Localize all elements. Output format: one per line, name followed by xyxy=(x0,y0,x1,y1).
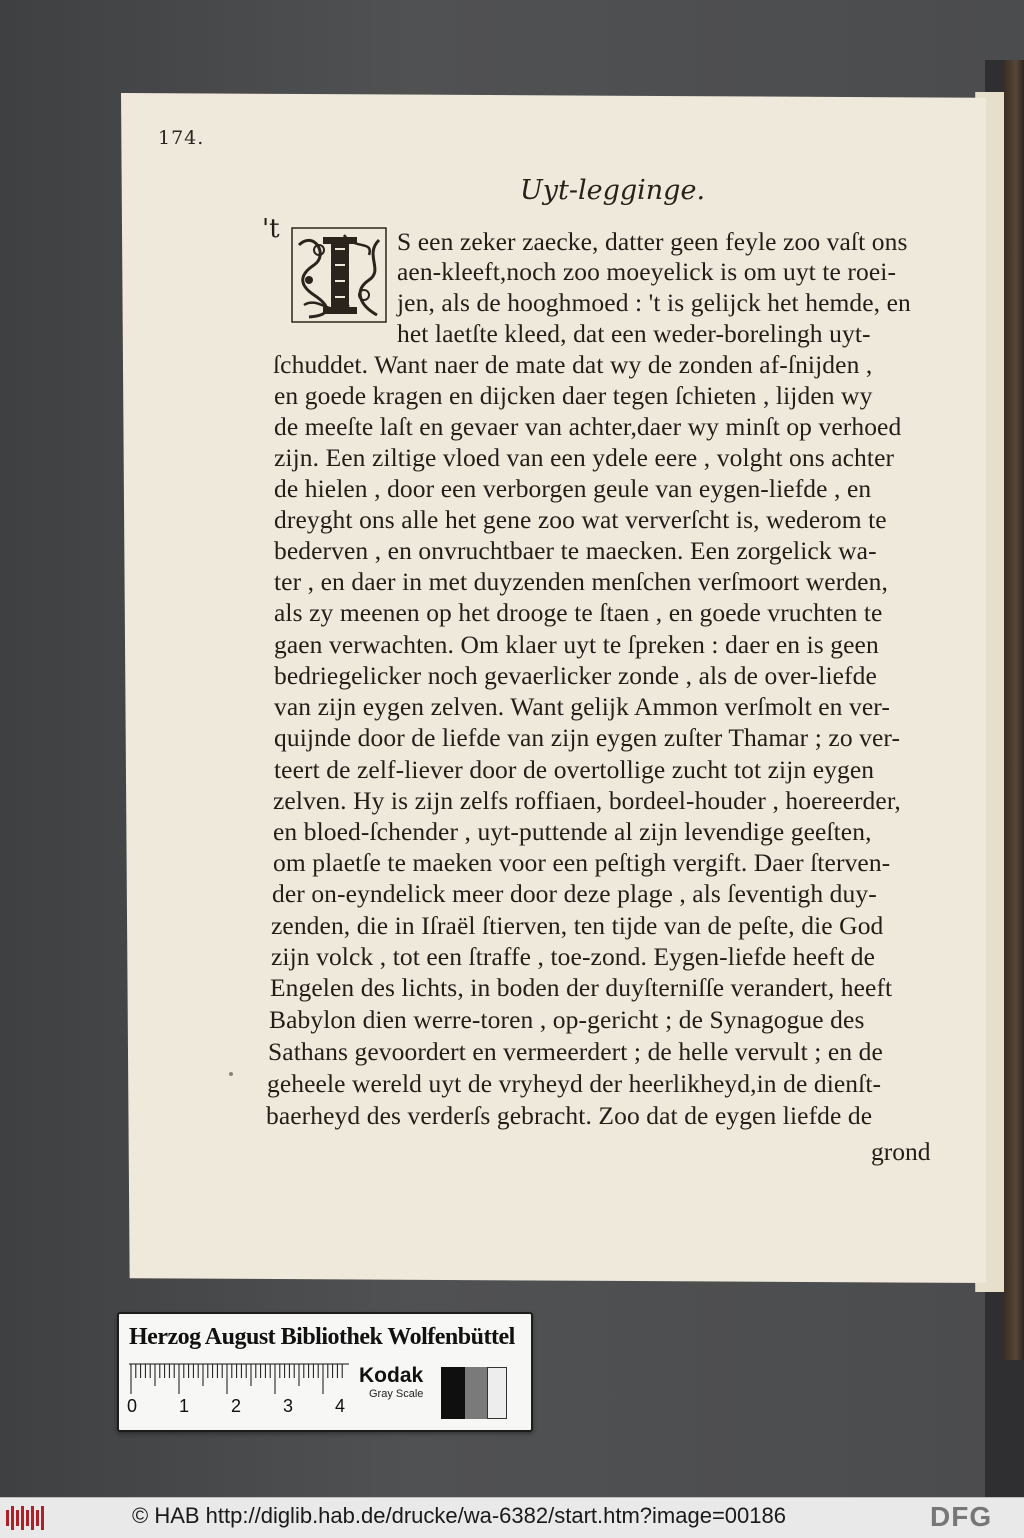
text-line: teert de zelf-liever door de overtollige zucht tot zijn eygen xyxy=(274,755,875,784)
ruler-scale xyxy=(129,1362,349,1394)
text-line: gaen verwachten. Om klaer uyt te ſpreken : daer en is geen xyxy=(274,630,879,659)
text-line: zelven. Hy is zijn zelfs roffiaen, bordeel-houder , hoereerder, xyxy=(273,786,901,815)
text-line: zijn. Een ziltige vloed van een ydele eere , volght ons achter xyxy=(274,443,895,472)
text-line: en goede kragen en dijcken daer tegen ſchieten , lijden wy xyxy=(274,381,873,410)
text-line: quijnde door de liefde van zijn eygen zuſter Thamar ; zo ver- xyxy=(274,723,901,752)
ruler-label: 2 xyxy=(231,1396,242,1416)
dfg-logo: DFG xyxy=(930,1501,993,1532)
ruler-label: 0 xyxy=(127,1396,138,1416)
kodak-brand: Kodak xyxy=(359,1364,424,1387)
kodak-color-card xyxy=(117,1312,533,1432)
book-spine xyxy=(1004,60,1024,1360)
gray-swatch-white xyxy=(487,1367,507,1419)
text-line: Engelen des lichts, in boden der duyſterniſſe verandert, heeft xyxy=(270,973,893,1002)
section-title: Uyt-legginge. xyxy=(520,175,706,206)
text-line: bederven , en onvruchtbaer te maecken. Een zorgelick wa- xyxy=(274,536,877,565)
gray-swatch-black xyxy=(441,1367,465,1419)
text-line: Sathans gevoordert en vermeerdert ; de helle vervult ; en de xyxy=(268,1037,883,1066)
hab-logo-icon xyxy=(6,1506,50,1530)
text-line: dreyght ons alle het gene zoo wat ververſcht is, wederom te xyxy=(274,505,887,534)
catchword: grond xyxy=(871,1137,931,1166)
text-line: geheele wereld uyt de vryheyd der heerlikheyd,in de dienſt- xyxy=(267,1069,882,1098)
source-url[interactable]: © HAB http://diglib.hab.de/drucke/wa-6382/start.htm?image=00186 xyxy=(132,1503,786,1528)
library-name: Herzog August Bibliothek Wolfenbüttel xyxy=(129,1324,515,1350)
gray-swatch-gray xyxy=(465,1367,487,1419)
text-line: zijn volck , tot een ſtraffe , toe-zond. Eygen-liefde heeft de xyxy=(271,942,876,971)
text-line: de hielen , door een verborgen geule van eygen-liefde , en xyxy=(274,474,872,503)
text-line: der on-eyndelick meer door deze plage , als ſeventigh duy- xyxy=(272,879,877,908)
initial-quote: 't xyxy=(262,214,280,244)
text-line: zenden, die in Iſraël ſtierven, ten tijde van de peſte, die God xyxy=(271,911,884,940)
footer-bar xyxy=(0,1497,1024,1538)
ruler-label: 1 xyxy=(179,1396,190,1416)
text-line: Babylon dien werre-toren , op-gericht ; de Synagogue des xyxy=(269,1005,865,1034)
text-line: baerheyd des verderſs gebracht. Zoo dat de eygen liefde de xyxy=(266,1101,873,1130)
kodak-subtitle: Gray Scale xyxy=(369,1388,424,1400)
text-line: van zijn eygen zelven. Want gelijk Ammon verſmolt en ver- xyxy=(274,692,890,721)
text-line: ſchuddet. Want naer de mate dat wy de zonden af-ſnijden , xyxy=(273,350,873,379)
text-line: aen-kleeft,noch zoo moeyelick is om uyt te roei- xyxy=(397,257,897,286)
text-line: en bloed-ſchender , uyt-puttende al zijn levendige geeſten, xyxy=(273,817,872,846)
text-line: S een zeker zaecke, datter geen feyle zoo vaſt ons xyxy=(397,227,908,256)
text-line: bedriegelicker noch gevaerlicker zonde , als de over-liefde xyxy=(274,661,877,690)
text-line: de meeſte laſt en gevaer van achter,daer wy minſt op verhoed xyxy=(274,412,902,441)
text-line: om plaetſe te maeken voor een peſtigh vergift. Daer ſterven- xyxy=(273,848,891,877)
text-line: het laetſte kleed, dat een weder-borelingh uyt- xyxy=(397,319,871,348)
ruler-label: 4 xyxy=(335,1396,346,1416)
text-line: ter , en daer in met duyzenden menſchen verſmoort werden, xyxy=(274,567,888,596)
margin-mark xyxy=(229,1072,233,1076)
text-line: als zy meenen op het drooge te ſtaen , en goede vruchten te xyxy=(274,598,883,627)
ruler-label: 3 xyxy=(283,1396,294,1416)
text-line: jen, als de hooghmoed : 't is gelijck het hemde, en xyxy=(397,288,911,317)
page-number: 174. xyxy=(158,127,205,149)
decorated-initial-i-icon xyxy=(289,225,389,325)
